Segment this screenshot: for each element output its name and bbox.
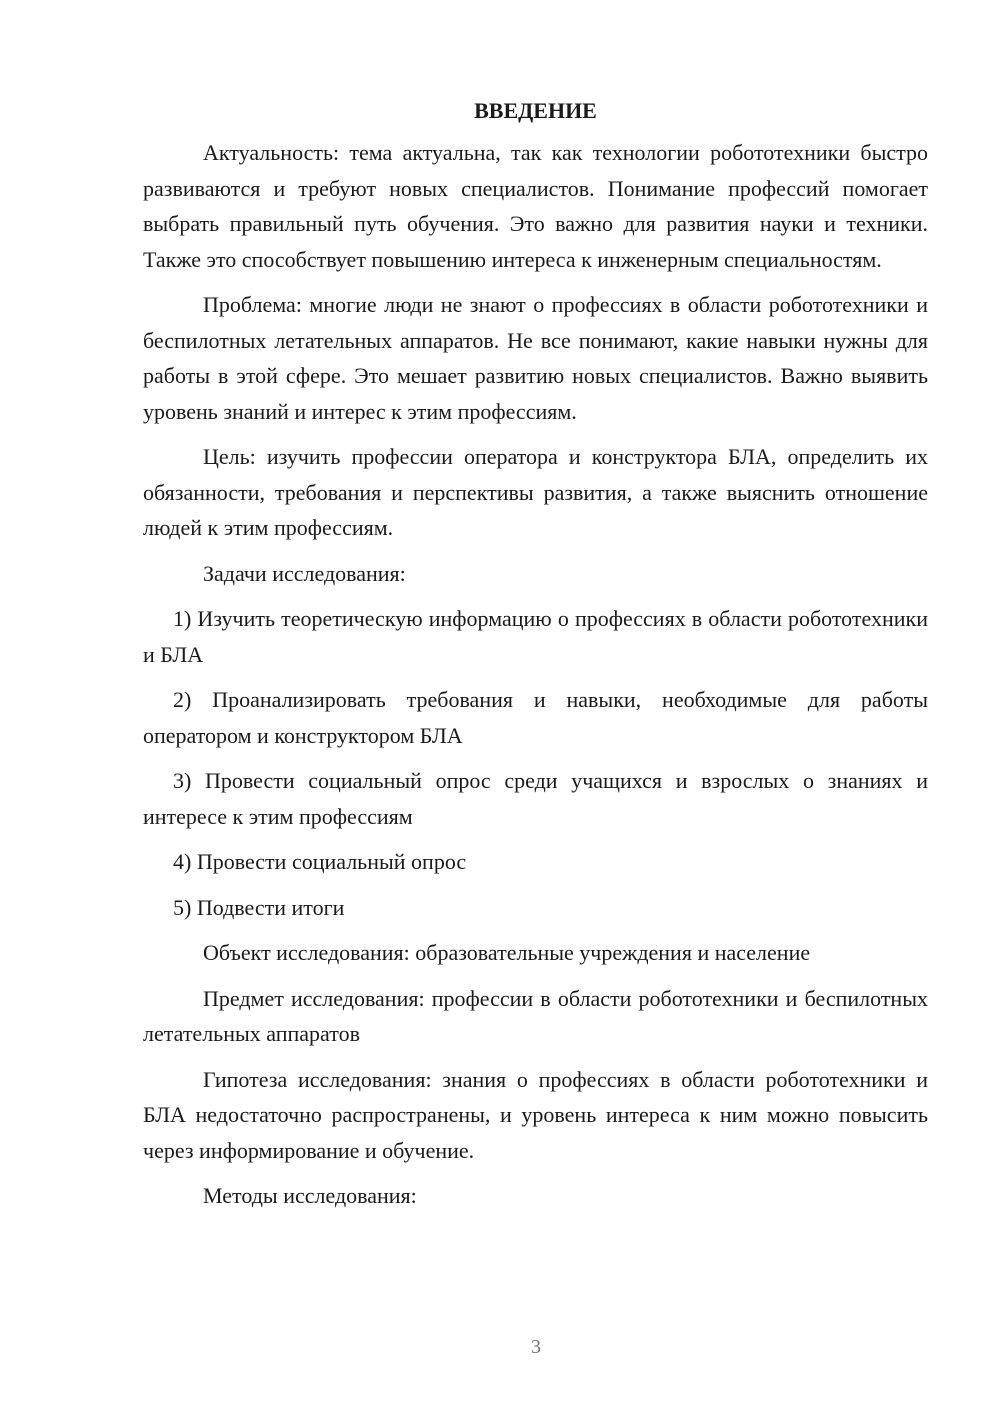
task-item-1: 1) Изучить теоретическую информацию о профессиях в области робототехники и БЛА bbox=[143, 606, 928, 667]
object-paragraph: Объект исследования: образовательные учреждения и население bbox=[203, 940, 811, 965]
task-item-2: 2) Проанализировать требования и навыки, необходимые для работы оператором и конструктором БЛА bbox=[143, 687, 928, 748]
task-item-4: 4) Провести социальный опрос bbox=[173, 849, 467, 874]
problem-paragraph: Проблема: многие люди не знают о профессиях в области робототехники и беспилотных летательных аппаратов. Не все понимают, какие навыки нужны для работы в этой сфере. Это мешает развитию новых специалистов. Важно выявить уровень знаний и интерес к этим профессиям. bbox=[143, 292, 928, 424]
hypothesis-paragraph: Гипотеза исследования: знания о профессиях в области робототехники и БЛА недостаточно распространены, и уровень интереса к ним можно повысить через информирование и обучение. bbox=[143, 1066, 928, 1163]
relevance-paragraph: Актуальность: тема актуальна, так как технологии робототехники быстро развиваются и требуют новых специалистов. Понимание профессий помогает выбрать правильный путь обучения. Это важно для развития науки и техники. Также это способствует повышению интереса к инженерным специальностям. bbox=[143, 140, 928, 272]
methods-title: Методы исследования: bbox=[203, 1183, 417, 1208]
tasks-title: Задачи исследования: bbox=[203, 560, 406, 586]
document-page bbox=[143, 96, 928, 1224]
section-heading: ВВЕДЕНИЕ bbox=[474, 98, 597, 123]
goal-paragraph: Цель: изучить профессии оператора и конструктора БЛА, определить их обязанности, требования и перспективы развития, а также выяснить отношение людей к этим профессиям. bbox=[143, 444, 928, 540]
subject-paragraph: Предмет исследования: профессии в области робототехники и беспилотных летательных аппаратов bbox=[143, 985, 928, 1046]
page-number: 3 bbox=[531, 1336, 541, 1358]
task-item-5: 5) Подвести итоги bbox=[173, 894, 345, 920]
task-item-3: 3) Провести социальный опрос среди учащихся и взрослых о знаниях и интересе к этим профессиям bbox=[143, 768, 928, 829]
